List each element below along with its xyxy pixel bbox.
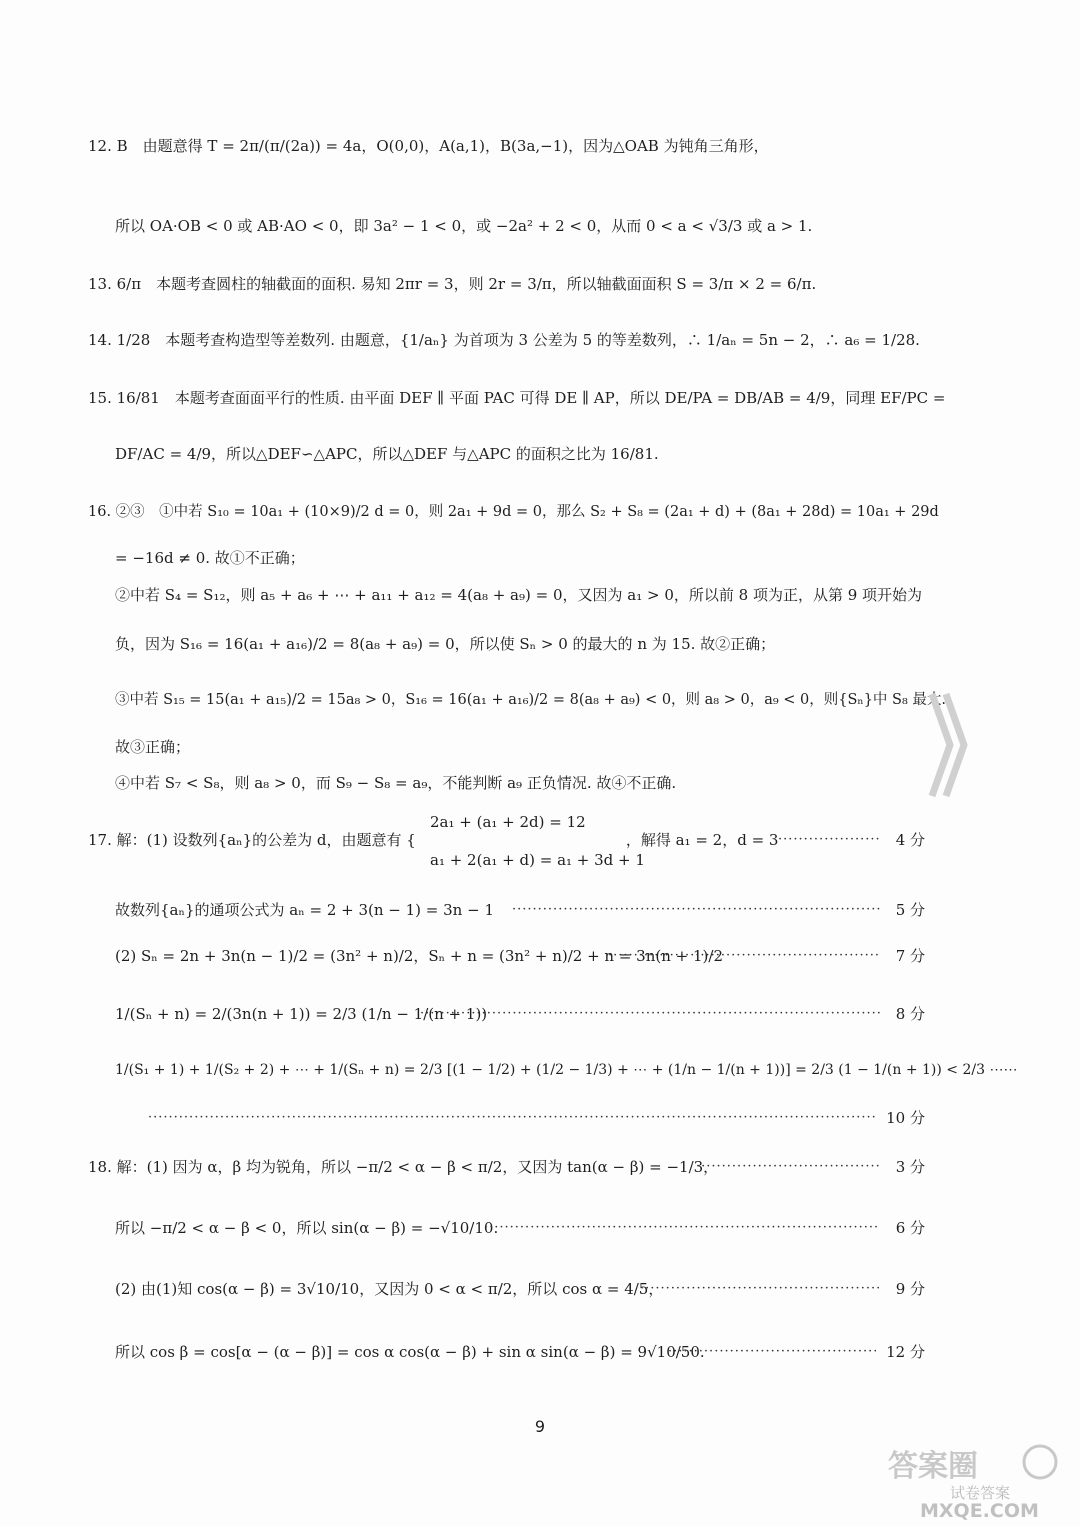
leader-dots — [420, 1004, 880, 1024]
leader-dots — [668, 1342, 876, 1362]
leader-dots — [778, 830, 880, 850]
score-q17-2: 5 分 — [895, 901, 925, 919]
score-q18-2: 6 分 — [895, 1219, 925, 1237]
svg-text:答案圈: 答案圈 — [888, 1449, 978, 1484]
q16-line-7: ④中若 S₇ < S₈，则 a₈ > 0，而 S₉ − S₈ = a₉，不能判断 a₉ 正负情况. 故④不正确. — [115, 774, 677, 792]
q17-line-3: (2) Sₙ = 2n + 3n(n − 1)/2 = (3n² + n)/2，Sₙ + n = (3n² + n)/2 + n = 3n(n + 1)/2 — [115, 947, 723, 965]
q16-line-4: 负，因为 S₁₆ = 16(a₁ + a₁₆)/2 = 8(a₈ + a₉) = 0，所以使 Sₙ > 0 的最大的 n 为 15. 故②正确； — [115, 635, 776, 653]
q15-line-1: 15. 16/81 本题考查面面平行的性质. 由平面 DEF ∥ 平面 PAC 可得 DE ∥ AP，所以 DE/PA = DB/AB = 4/9，同理 EF/PC = — [88, 389, 946, 407]
q12-line-2: 所以 OA·OB < 0 或 AB·AO < 0，即 3a² − 1 < 0，或 −2a² + 2 < 0，从而 0 < a < √3/3 或 a > 1. — [115, 217, 813, 235]
q16-line-6: 故③正确； — [115, 738, 191, 756]
q18-line-1: 18. 解：(1) 因为 α，β 均为锐角，所以 −π/2 < α − β < π/2，又因为 tan(α − β) = −1/3， — [88, 1158, 719, 1176]
leader-dots — [148, 1108, 876, 1128]
q12-line-1: 12. B 由题意得 T = 2π/(π/(2a)) = 4a，O(0,0)，A(a,1)，B(3a,−1)，因为△OAB 为钝角三角形， — [88, 137, 769, 155]
score-q17-4: 8 分 — [895, 1005, 925, 1023]
q17-line-5: 1/(S₁ + 1) + 1/(S₂ + 2) + ⋯ + 1/(Sₙ + n) = 2/3 [(1 − 1/2) + (1/2 − 1/3) + ⋯ + (1/n − 1/(n + 1))] = 2/3 (1 − 1/(n + 1)) < 2/3 ⋯⋯ — [115, 1062, 1018, 1078]
leader-dots — [696, 1157, 880, 1177]
q16-line-2: = −16d ≠ 0. 故①不正确； — [115, 549, 305, 567]
watermark-logo — [880, 1440, 1070, 1520]
svg-text:试卷答案: 试卷答案 — [950, 1484, 1011, 1502]
score-q17-5: 10 分 — [886, 1109, 925, 1127]
q14-line-1: 14. 1/28 本题考查构造型等差数列. 由题意，{1/aₙ} 为首项为 3 公差为 5 的等差数列，∴ 1/aₙ = 5n − 2，∴ a₆ = 1/28. — [88, 331, 920, 349]
score-q18-3: 9 分 — [895, 1280, 925, 1298]
q17-line-1: 17. 解：(1) 设数列{aₙ}的公差为 d，由题意有 { ，解得 a₁ = 2，d = 3 — [88, 831, 779, 849]
score-q18-4: 12 分 — [886, 1343, 925, 1361]
leader-dots — [484, 1218, 880, 1238]
q17-line-1a: 2a₁ + (a₁ + 2d) = 12 — [430, 813, 586, 831]
q16-line-3: ②中若 S₄ = S₁₂，则 a₅ + a₆ + ⋯ + a₁₁ + a₁₂ = 4(a₈ + a₉) = 0，又因为 a₁ > 0，所以前 8 项为正，从第 9 项开始为 — [115, 586, 923, 604]
q17-line-1b: a₁ + 2(a₁ + d) = a₁ + 3d + 1 — [430, 851, 645, 869]
q18-line-4: 所以 cos β = cos[α − (α − β)] = cos α cos(α − β) + sin α sin(α − β) = 9√10/50. — [115, 1343, 705, 1361]
q16-line-1: 16. ②③ ①中若 S₁₀ = 10a₁ + (10×9)/2 d = 0，则 2a₁ + 9d = 0，那么 S₂ + S₈ = (2a₁ + d) + (8a₁ + 28d) = 10a₁ + 29d — [88, 504, 939, 520]
q13-line-1: 13. 6/π 本题考查圆柱的轴截面的面积. 易知 2πr = 3，则 2r = 3/π，所以轴截面面积 S = 3/π × 2 = 6/π. — [88, 275, 817, 293]
svg-text:MXQE.COM: MXQE.COM — [920, 1500, 1039, 1520]
q18-line-3: (2) 由(1)知 cos(α − β) = 3√10/10，又因为 0 < α < π/2，所以 cos α = 4/5， — [115, 1280, 664, 1298]
leader-dots — [640, 1279, 880, 1299]
score-q18-1: 3 分 — [895, 1158, 925, 1176]
page-number: 9 — [534, 1417, 546, 1436]
q17-line-2: 故数列{aₙ}的通项公式为 aₙ = 2 + 3(n − 1) = 3n − 1 — [115, 901, 494, 919]
score-q17-3: 7 分 — [895, 947, 925, 965]
q16-line-5: ③中若 S₁₅ = 15(a₁ + a₁₅)/2 = 15a₈ > 0，S₁₆ = 16(a₁ + a₁₆)/2 = 8(a₈ + a₉) < 0，则 a₈ > 0，a₉ < 0，则{Sₙ}中 S₈ 最大. — [115, 692, 946, 708]
leader-dots — [512, 900, 880, 920]
score-q17-1: 4 分 — [895, 831, 925, 849]
q15-line-2: DF/AC = 4/9，所以△DEF∽△APC，所以△DEF 与△APC 的面积之比为 16/81. — [115, 445, 659, 463]
q18-line-2: 所以 −π/2 < α − β < 0，所以 sin(α − β) = −√10/10. — [115, 1219, 499, 1237]
chevron-right-icon — [928, 690, 968, 800]
leader-dots — [608, 946, 880, 966]
q17-line-4: 1/(Sₙ + n) = 2/(3n(n + 1)) = 2/3 (1/n − 1/(n + 1)) — [115, 1005, 488, 1023]
